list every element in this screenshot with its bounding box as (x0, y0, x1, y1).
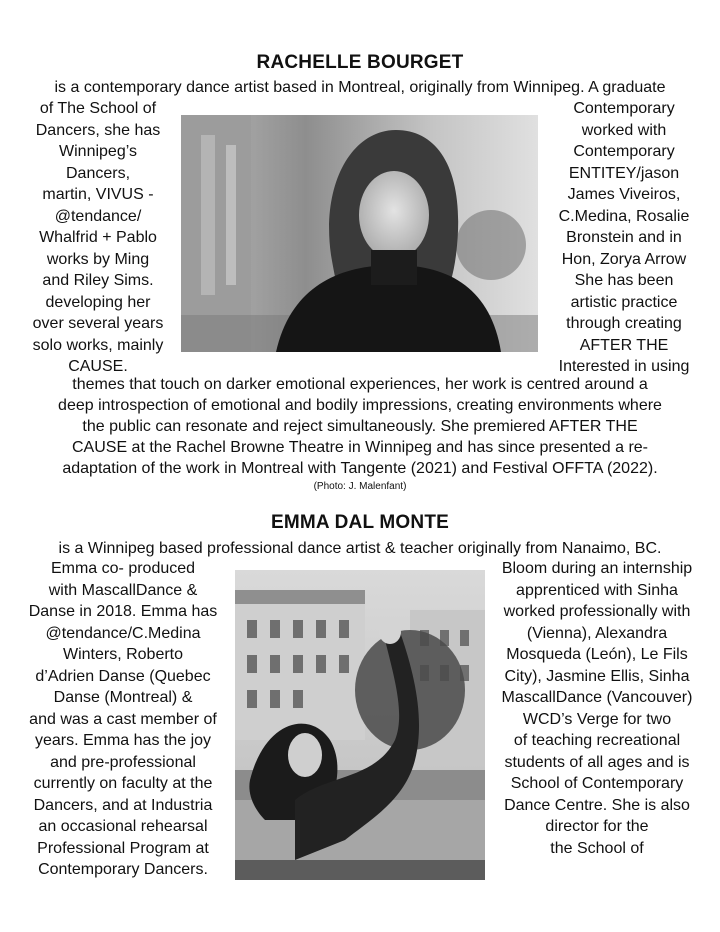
bio1-bottom-line: adaptation of the work in Montreal with Tangente (2021) and Festival OFFTA (2022). (62, 460, 658, 477)
bio2-right-column (486, 558, 708, 859)
bio1-right-line: Contemporary (573, 143, 675, 160)
bio1-bottom-paragraph (0, 374, 720, 479)
bio1-left-line: developing her (45, 293, 151, 311)
bio1-right-line: Bronstein and in (566, 229, 682, 246)
bio1-right-line: artistic practice (570, 293, 678, 311)
bio1-bottom-line: the public can resonate and reject simultaneously. She premiered AFTER THE (82, 418, 638, 435)
bio2-intro: is a Winnipeg based professional dance artist & teacher originally from Nanaimo, BC. (58, 540, 662, 557)
bio1-bottom-line: themes that touch on darker emotional experiences, her work is centred around a (72, 376, 648, 393)
bio2-left-column (12, 558, 234, 881)
artist-name-emma: EMMA DAL MONTE (270, 512, 449, 533)
bio1-left-line: martin, VIVUS - (42, 186, 154, 203)
bio1-right-line: C.Medina, Rosalie (558, 207, 690, 225)
bio2-left-line: with MascallDance & (48, 581, 198, 599)
bio2-left-line: and was a cast member of (29, 710, 217, 728)
bio1-right-line: Hon, Zorya Arrow (561, 250, 687, 268)
bio1-left-column (18, 98, 178, 378)
bio2-right-line: School of Contemporary (510, 775, 684, 792)
bio2-left-line: Danse (Montreal) & (53, 689, 193, 706)
bio2-left-line: and pre-professional (50, 753, 196, 771)
bio1-right-line: worked with (581, 121, 667, 139)
photo-credit: (Photo: J. Malenfant) (313, 481, 407, 492)
portrait-photo-emma (235, 570, 485, 880)
bio2-left-line: Contemporary Dancers. (38, 861, 208, 878)
bio1-left-line: of The School of (39, 100, 157, 117)
bio2-left-line: years. Emma has the joy (34, 732, 212, 749)
bio2-right-line: of teaching recreational (513, 732, 681, 749)
bio2-right-line: students of all ages and is (504, 753, 690, 771)
bio2-right-line: the School of (550, 839, 644, 857)
bio2-left-line: an occasional rehearsal (38, 818, 208, 835)
bio2-left-line: currently on faculty at the (33, 775, 213, 792)
bio1-left-line: Dancers, (65, 164, 131, 182)
bio2-right-line: Mosqueda (León), Le Fils (506, 646, 688, 663)
bio2-left-line: Professional Program at (37, 839, 209, 857)
bio2-right-line: MascallDance (Vancouver) (501, 689, 693, 706)
bio1-right-line: She has been (574, 272, 674, 289)
bio2-left-line: Dancers, and at Industria (33, 796, 213, 814)
artist-name-rachelle: RACHELLE BOURGET (256, 52, 464, 73)
bio2-left-line: d’Adrien Danse (Quebec (35, 667, 211, 685)
bio2-left-line: @tendance/C.Medina (45, 624, 201, 642)
bio1-right-line: James Viveiros, (567, 186, 681, 203)
bio1-left-line: Dancers, she has (35, 121, 161, 139)
bio1-right-line: AFTER THE (579, 336, 669, 354)
bio2-right-line: (Vienna), Alexandra (526, 624, 668, 642)
bio1-left-line: @tendance/ (54, 207, 142, 225)
bio1-left-line: works by Ming (46, 250, 150, 268)
bio1-left-line: Whalfrid + Pablo (39, 229, 157, 246)
bio2-right-line: City), Jasmine Ellis, Sinha (504, 667, 690, 685)
bio1-intro: is a contemporary dance artist based in Montreal, originally from Winnipeg. A graduate (54, 79, 666, 96)
bio2-left-line: Danse in 2018. Emma has (28, 603, 218, 620)
bio1-left-line: Winnipeg’s (59, 143, 137, 160)
bio2-right-line: Dance Centre. She is also (504, 796, 690, 814)
bio1-left-line: over several years (32, 315, 164, 332)
bio1-right-line: through creating (566, 315, 682, 332)
bio1-bottom-line: deep introspection of emotional and bodily impressions, creating environments where (58, 397, 662, 414)
portrait-photo-rachelle (181, 115, 538, 352)
bio1-bottom-line: CAUSE at the Rachel Browne Theatre in Winnipeg and has since presented a re- (71, 439, 649, 456)
bio1-left-line: and Riley Sims. (42, 272, 154, 289)
bio1-right-line: Interested in using (558, 358, 690, 375)
bio1-left-line: solo works, mainly (32, 336, 164, 354)
bio2-left-line: Emma co- produced (50, 560, 196, 577)
bio1-right-line: ENTITEY/jason (568, 164, 680, 182)
bio2-left-line: Winters, Roberto (62, 646, 184, 663)
bio2-right-line: worked professionally with (503, 603, 691, 620)
bio2-right-line: Bloom during an internship (501, 560, 693, 577)
bio1-right-line: Contemporary (573, 100, 675, 117)
bio1-left-line: CAUSE. (68, 358, 128, 375)
bio2-right-line: director for the (545, 818, 649, 835)
bio1-right-column (538, 98, 710, 378)
bio2-right-line: apprenticed with Sinha (516, 581, 678, 599)
bio2-right-line: WCD’s Verge for two (522, 710, 672, 728)
